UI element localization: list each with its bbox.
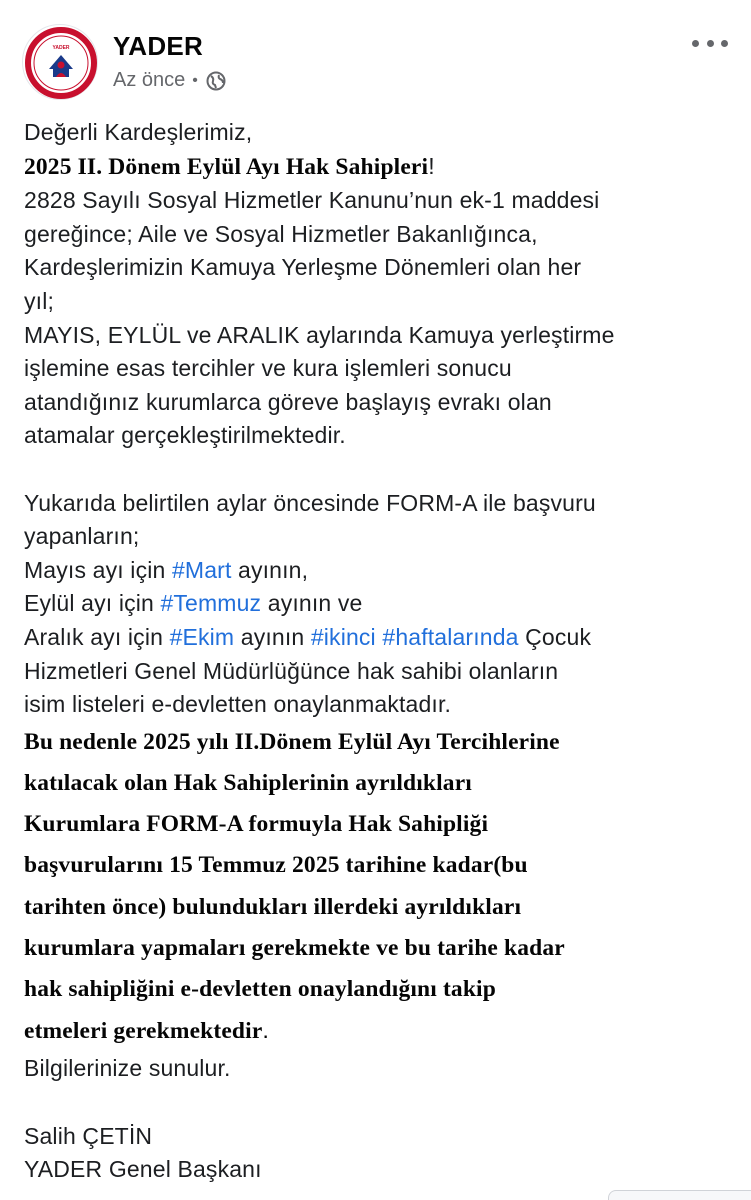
text-span: ayının, (231, 556, 309, 583)
more-dot (692, 40, 699, 47)
bold-line: Kurumlara FORM-A formuyla Hak Sahipliği (24, 811, 489, 838)
greeting: Değerli Kardeşlerimiz, (24, 119, 253, 145)
yader-logo (23, 25, 99, 101)
meta-separator: • (192, 71, 198, 89)
paragraph-gap (24, 453, 739, 487)
hashtag-ikinci[interactable]: #ikinci (310, 623, 376, 650)
more-dot (721, 40, 728, 47)
hashtag-ekim[interactable]: #Ekim (169, 623, 235, 650)
text-span: Eylül ayı için (24, 590, 161, 617)
post-header (0, 0, 751, 105)
logo-text: YADER (52, 45, 70, 51)
hashtag-haftalarinda[interactable]: #haftalarında (382, 623, 519, 650)
text-span: ayının (234, 623, 311, 650)
bold-line: Bu nedenle 2025 yılı II.Dönem Eylül Ayı Tercihlerine (24, 728, 560, 755)
paragraph-line: Kardeşlerimizin Kamuya Yerleşme Dönemleri olan her (24, 254, 582, 281)
bold-text: etmeleri gerekmektedir (24, 1018, 263, 1045)
signature-title: YADER Genel Başkanı (24, 1156, 262, 1183)
bottom-bar (608, 1190, 751, 1200)
paragraph-line (24, 554, 739, 588)
closing-line: Bilgilerinize sunulur. (24, 1055, 231, 1082)
hashtag-temmuz[interactable]: #Temmuz (160, 590, 262, 617)
paragraph-line (24, 587, 739, 621)
paragraph-line: yıl; (24, 287, 54, 314)
more-options-button[interactable] (692, 36, 728, 50)
paragraph-line: yapanların; (24, 523, 140, 550)
signature-name: Salih ÇETİN (24, 1122, 153, 1149)
bold-end: . (262, 1017, 270, 1044)
paragraph-line: Hizmetleri Genel Müdürlüğünce hak sahibi olanların (24, 657, 559, 684)
avatar[interactable] (22, 24, 98, 100)
globe-icon[interactable] (206, 71, 226, 91)
paragraph-line: gereğince; Aile ve Sosyal Hizmetler Bakanlığınca, (24, 220, 538, 247)
paragraph-line: isim listeleri e-devletten onaylanmaktadır. (24, 691, 452, 718)
timestamp[interactable]: Az önce (113, 69, 186, 91)
bold-line: katılacak olan Hak Sahiplerinin ayrıldıkları (24, 769, 472, 796)
paragraph-line: MAYIS, EYLÜL ve ARALIK aylarında Kamuya yerleştirme (24, 321, 615, 348)
page-name[interactable]: YADER (113, 31, 204, 61)
bold-line: kurumlara yapmaları gerekmekte ve bu tarihe kadar (24, 934, 565, 961)
bold-announcement (24, 722, 739, 1053)
paragraph-line: 2828 Sayılı Sosyal Hizmetler Kanunu’nun ek-1 maddesi (24, 187, 600, 214)
bold-line: hak sahipliğini e-devletten onaylandığını takip (24, 975, 496, 1002)
paragraph-line (24, 621, 739, 655)
post-body (24, 116, 739, 1187)
title-text: 2025 II. Dönem Eylül Ayı Hak Sahipleri (24, 153, 429, 180)
post-meta (113, 69, 226, 92)
text-span: Aralık ayı için (24, 623, 170, 650)
paragraph-line: Yukarıda belirtilen aylar öncesinde FORM-A ile başvuru (24, 489, 596, 516)
hashtag-mart[interactable]: #Mart (171, 556, 232, 583)
post-title (24, 150, 739, 185)
paragraph-line: atandığınız kurumlarca göreve başlayış evrakı olan (24, 388, 552, 415)
title-end: ! (428, 152, 435, 179)
text-span: Çocuk (518, 623, 592, 650)
text-span: Mayıs ayı için (24, 556, 172, 583)
paragraph-line: işlemine esas tercihler ve kura işlemleri sonucu (24, 355, 512, 382)
more-dot (707, 40, 714, 47)
bold-line: başvurularını 15 Temmuz 2025 tarihine kadar(bu (24, 852, 528, 879)
paragraph-line: atamalar gerçekleştirilmektedir. (24, 422, 346, 449)
paragraph-gap (24, 1086, 739, 1120)
text-span: ayının ve (261, 590, 363, 617)
bold-line-last (24, 1010, 739, 1052)
bold-line: tarihten önce) bulundukları illerdeki ayrıldıkları (24, 893, 522, 920)
